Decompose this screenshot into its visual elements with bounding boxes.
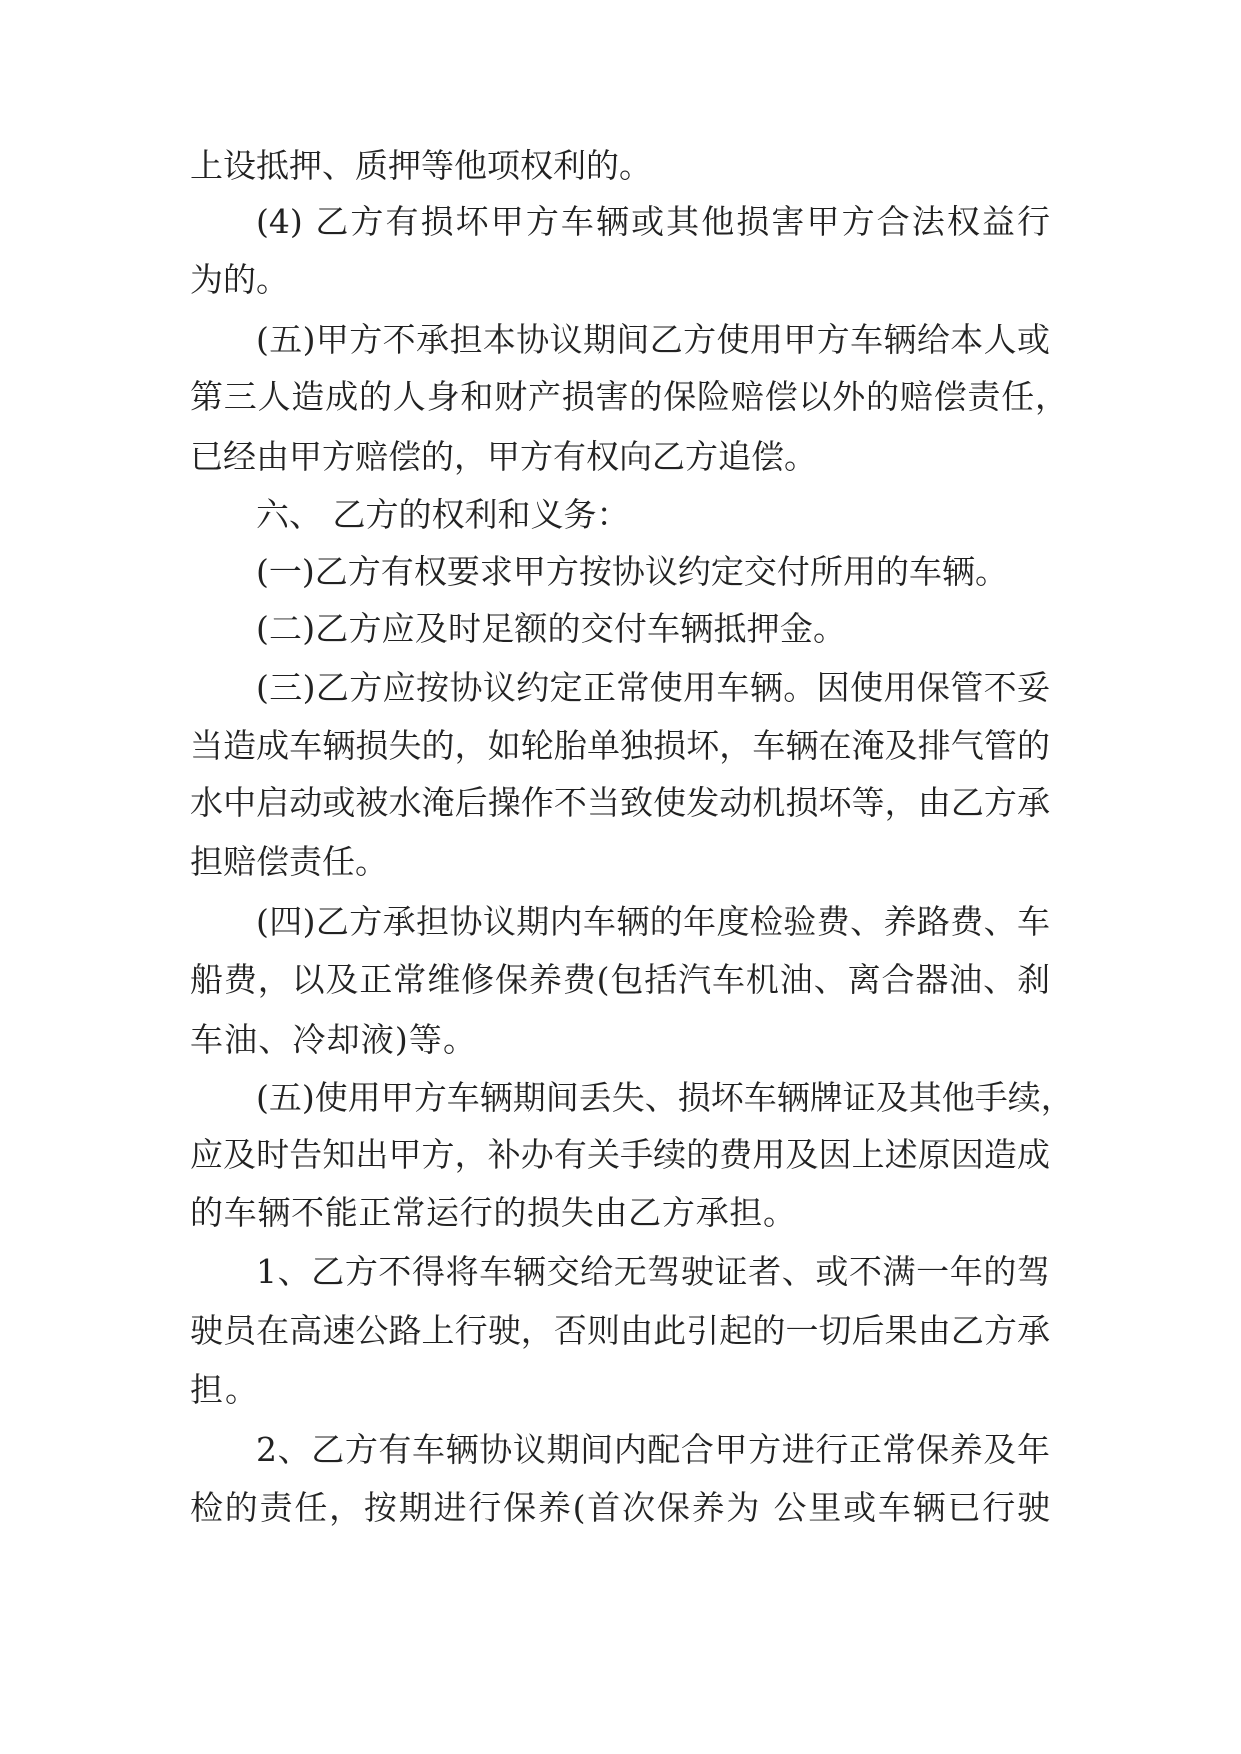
text-line: 船费，以及正常维修保养费(包括汽车机油、离合器油、刹 bbox=[190, 960, 1050, 999]
text-line: 当造成车辆损失的，如轮胎单独损坏，车辆在淹及排气管的 bbox=[190, 726, 1050, 765]
section-heading: 六、 乙方的权利和义务： bbox=[256, 495, 630, 534]
text-line: 驶员在高速公路上行驶，否则由此引起的一切后果由乙方承 bbox=[190, 1311, 1050, 1350]
text-line: 2、乙方有车辆协议期间内配合甲方进行正常保养及年 bbox=[256, 1430, 1050, 1469]
text-line: (二)乙方应及时足额的交付车辆抵押金。 bbox=[256, 609, 846, 648]
text-line: (四)乙方承担协议期内车辆的年度检验费、养路费、车 bbox=[256, 902, 1050, 941]
text-line: 为的。 bbox=[190, 260, 289, 299]
text-line: 的车辆不能正常运行的损失由乙方承担。 bbox=[190, 1193, 796, 1232]
text-line: 担赔偿责任。 bbox=[190, 842, 388, 881]
text-line: 车油、冷却液)等。 bbox=[190, 1020, 476, 1059]
text-line: (一)乙方有权要求甲方按协议约定交付所用的车辆。 bbox=[256, 552, 1008, 591]
text-line: 1、乙方不得将车辆交给无驾驶证者、或不满一年的驾 bbox=[256, 1252, 1050, 1291]
text-line: 上设抵押、质押等他项权利的。 bbox=[190, 146, 652, 185]
text-line: 水中启动或被水淹后操作不当致使发动机损坏等，由乙方承 bbox=[190, 783, 1050, 822]
text-line: 担。 bbox=[190, 1370, 258, 1409]
text-line: 第三人造成的人身和财产损害的保险赔偿以外的赔偿责任， bbox=[190, 377, 1068, 416]
text-line: (五)使用甲方车辆期间丢失、损坏车辆牌证及其他手续， bbox=[256, 1078, 1074, 1117]
text-line: 已经由甲方赔偿的，甲方有权向乙方追偿。 bbox=[190, 437, 817, 476]
text-line: (三)乙方应按协议约定正常使用车辆。因使用保管不妥 bbox=[256, 668, 1050, 707]
text-line: (五)甲方不承担本协议期间乙方使用甲方车辆给本人或 bbox=[256, 320, 1050, 359]
text-line: 检的责任，按期进行保养(首次保养为 公里或车辆已行驶 bbox=[190, 1488, 1050, 1527]
text-line: (4) 乙方有损坏甲方车辆或其他损害甲方合法权益行 bbox=[256, 202, 1050, 241]
text-line: 应及时告知出甲方，补办有关手续的费用及因上述原因造成 bbox=[190, 1135, 1050, 1174]
